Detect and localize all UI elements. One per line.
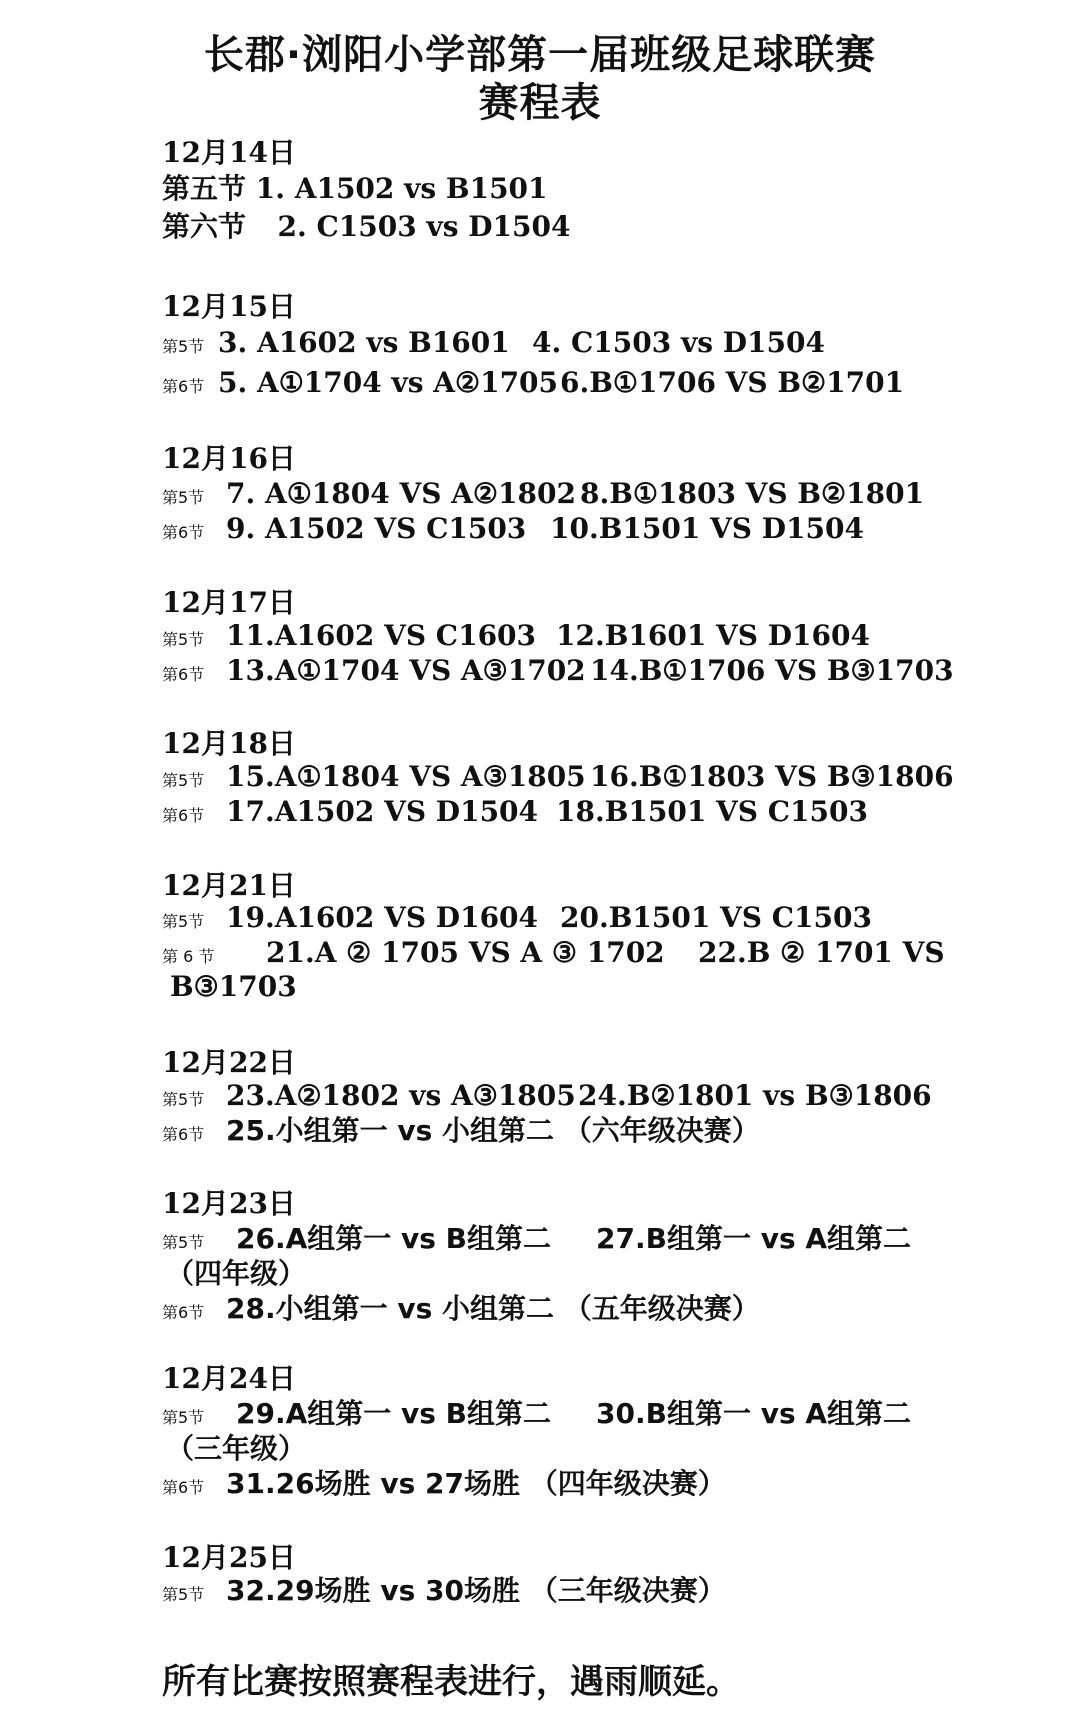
date-heading: 12月21日 (162, 869, 296, 902)
page-title: 长郡·浏阳小学部第一届班级足球联赛 (203, 32, 877, 78)
match-text: 31.26场胜 vs 27场胜 （四年级决赛） (226, 1467, 726, 1500)
match-text: 3. A1602 vs B1601 (218, 326, 510, 359)
match-text: 15.A①1804 VS A③1805 (226, 760, 586, 793)
period-label: 第6节 (162, 665, 205, 684)
period-label: 第 6 节 (162, 947, 215, 966)
match-text: 29.A组第一 vs B组第二 (236, 1397, 552, 1430)
match-row (162, 210, 570, 244)
match-text: 5. A①1704 vs A②1705 (218, 366, 559, 399)
match-text: 2. C1503 vs D1504 (277, 210, 571, 243)
match-text: 10.B1501 VS D1504 (550, 512, 864, 545)
match-row (162, 172, 548, 206)
period-label: 第5节 (162, 488, 205, 507)
match-text: 27.B组第一 vs A组第二 (596, 1222, 912, 1255)
match-text: 11.A1602 VS C1603 (226, 619, 537, 652)
period-label: 第5节 (162, 1090, 205, 1109)
match-text: 1. A1502 vs B1501 (255, 172, 548, 205)
match-text: 14.B①1706 VS B③1703 (590, 654, 954, 687)
match-text-continued: （三年级） (166, 1432, 307, 1465)
match-text: 26.A组第一 vs B组第二 (236, 1222, 552, 1255)
date-heading: 12月23日 (162, 1187, 296, 1220)
date-heading: 12月17日 (162, 586, 296, 619)
period-label: 第六节 (162, 210, 247, 243)
footer-note: 所有比赛按照赛程表进行，遇雨顺延。 (162, 1662, 740, 1702)
date-heading: 12月15日 (162, 290, 296, 323)
match-text: 25.小组第一 vs 小组第二 （六年级决赛） (226, 1114, 760, 1147)
period-label: 第5节 (162, 630, 205, 649)
match-text: 7. A①1804 VS A②1802 (226, 477, 576, 510)
match-text: 22.B ② 1701 VS (698, 936, 945, 969)
match-text: 6.B①1706 VS B②1701 (560, 366, 905, 399)
match-text: 19.A1602 VS D1604 (226, 901, 539, 934)
match-text: 24.B②1801 vs B③1806 (578, 1079, 932, 1112)
period-label: 第6节 (162, 377, 205, 396)
period-label: 第5节 (162, 1233, 205, 1252)
match-text: 4. C1503 vs D1504 (532, 326, 825, 359)
period-label: 第5节 (162, 1408, 205, 1427)
match-text: 32.29场胜 vs 30场胜 （三年级决赛） (226, 1574, 726, 1607)
date-heading: 12月18日 (162, 727, 296, 760)
period-label: 第5节 (162, 1585, 205, 1604)
match-text: 18.B1501 VS C1503 (556, 795, 868, 828)
date-heading: 12月14日 (162, 136, 296, 169)
match-text: 21.A ② 1705 VS A ③ 1702 (266, 936, 665, 969)
match-text: 28.小组第一 vs 小组第二 （五年级决赛） (226, 1292, 760, 1325)
period-label: 第6节 (162, 1478, 205, 1497)
match-text-continued: B③1703 (170, 970, 297, 1003)
match-text: 8.B①1803 VS B②1801 (580, 477, 925, 510)
period-label: 第6节 (162, 523, 205, 542)
date-heading: 12月25日 (162, 1541, 296, 1574)
period-label: 第6节 (162, 806, 205, 825)
date-heading: 12月24日 (162, 1362, 296, 1395)
period-label: 第5节 (162, 771, 205, 790)
match-text: 12.B1601 VS D1604 (556, 619, 870, 652)
match-text-continued: （四年级） (166, 1257, 307, 1290)
match-text: 17.A1502 VS D1504 (226, 795, 539, 828)
page-subtitle: 赛程表 (478, 80, 602, 126)
period-label: 第5节 (162, 337, 205, 356)
period-label: 第6节 (162, 1125, 205, 1144)
match-text: 9. A1502 VS C1503 (226, 512, 527, 545)
match-text: 30.B组第一 vs A组第二 (596, 1397, 912, 1430)
match-text: 20.B1501 VS C1503 (560, 901, 872, 934)
period-label: 第5节 (162, 912, 205, 931)
period-label: 第6节 (162, 1303, 205, 1322)
match-text: 13.A①1704 VS A③1702 (226, 654, 586, 687)
period-label: 第五节 (162, 172, 247, 205)
date-heading: 12月16日 (162, 442, 296, 475)
match-text: 16.B①1803 VS B③1806 (590, 760, 954, 793)
match-text: 23.A②1802 vs A③1805 (226, 1079, 576, 1112)
date-heading: 12月22日 (162, 1046, 296, 1079)
